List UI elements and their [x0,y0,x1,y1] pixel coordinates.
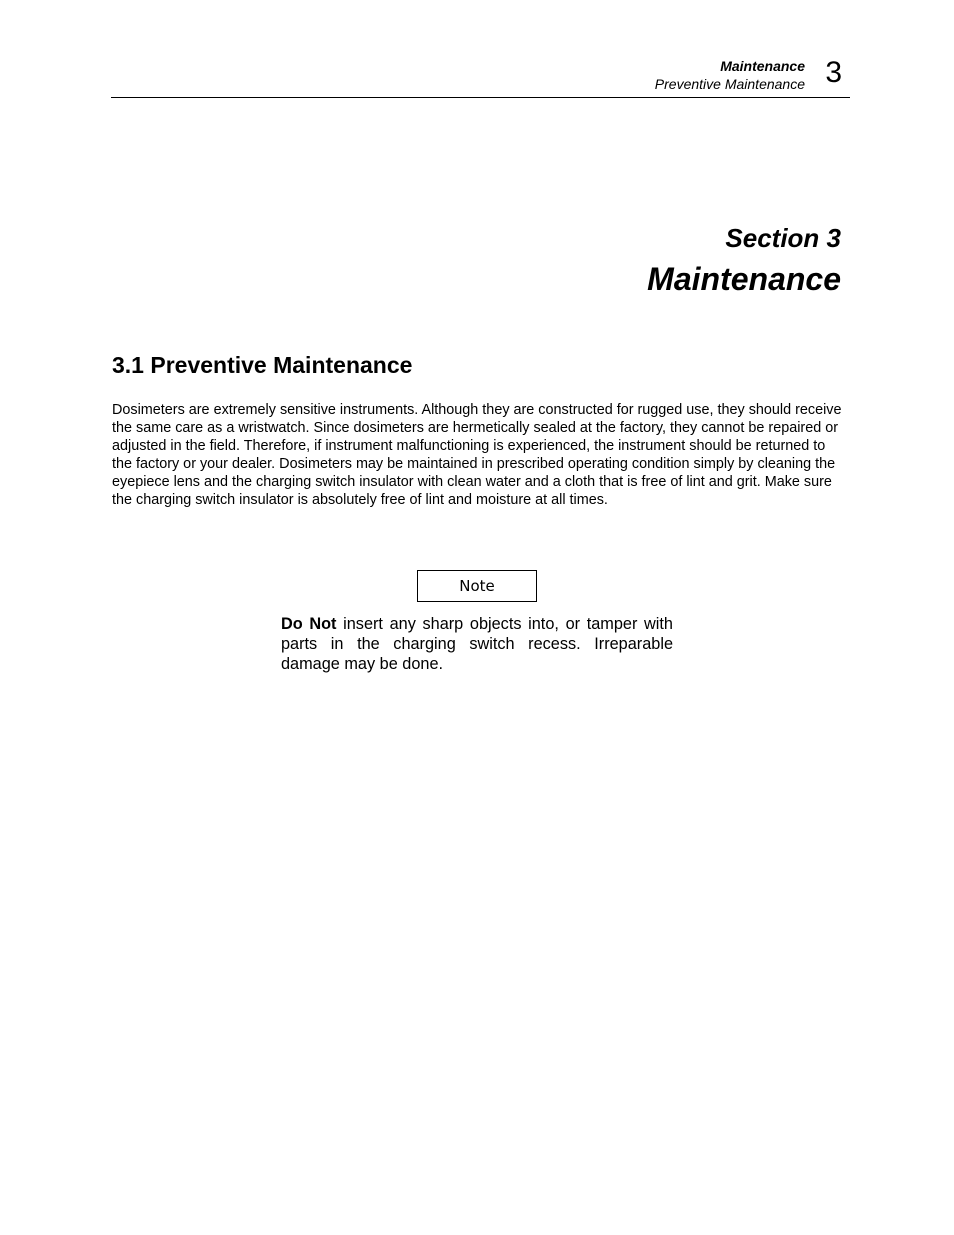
body-paragraph: Dosimeters are extremely sensitive instruments. Although they are constructed for rugged use, they should receive the same care as a wristwatch. Since dosimeters are hermetically sealed at the factory, they cannot be repaired or adjusted in the field. Therefore, if instrument malfunctioning is experienced, the instrument should be returned to the factory or your dealer. Dosimeters may be maintained in prescribed operating condition simply by cleaning the eyepiece lens and the charging switch insulator with clean water and a cloth that is free of lint and grit. Make sure the charging switch insulator is absolutely free of lint and moisture at all times. [112,402,842,509]
header-section-title: Preventive Maintenance [654,76,805,92]
running-header [111,55,850,98]
note-text: insert any sharp objects into, or tamper with parts in the charging switch recess. Irreparable damage may be done. [281,615,673,673]
note-label-box: Note [417,570,537,602]
header-page-number: 3 [825,56,842,89]
running-header-text [655,57,805,93]
section-label: Section 3 [725,223,841,253]
subsection-heading: 3.1 Preventive Maintenance [112,352,413,378]
header-chapter-title: Maintenance [720,58,805,74]
section-title: Maintenance [647,261,841,297]
note-paragraph [281,614,673,674]
note-emphasis: Do Not [281,615,337,633]
